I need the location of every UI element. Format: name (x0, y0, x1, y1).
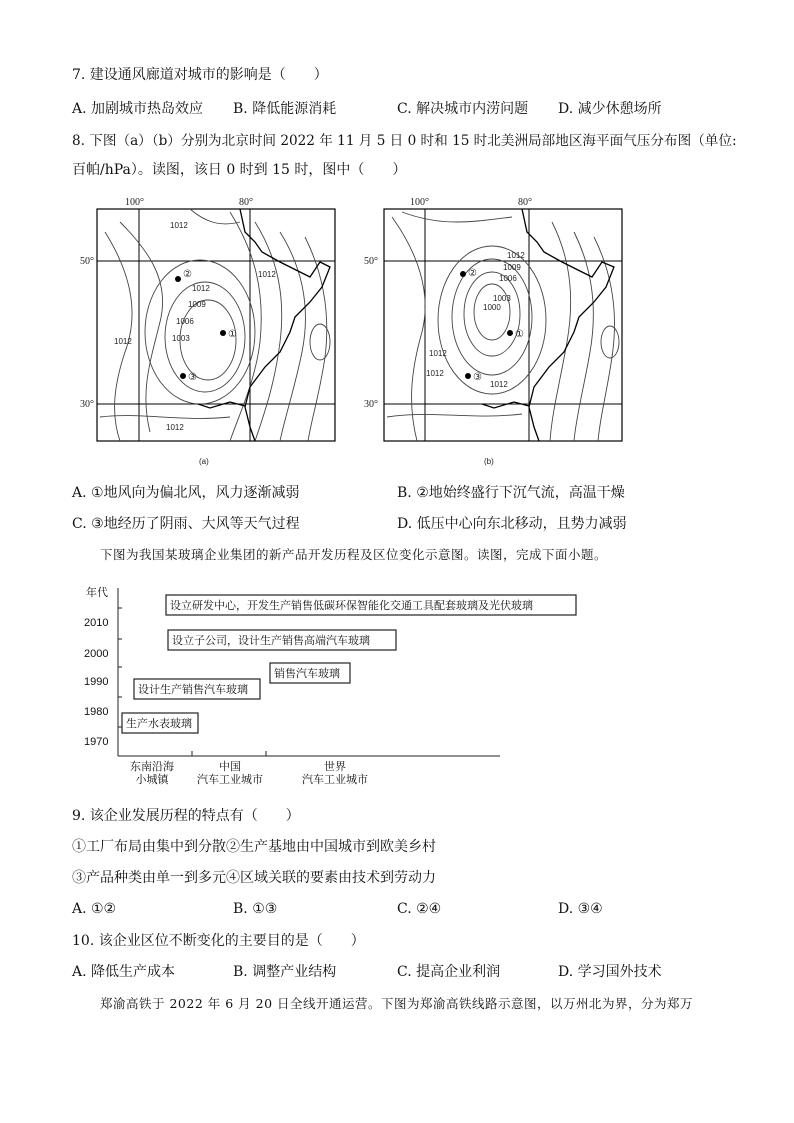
x-category-line1: 东南沿海 (130, 761, 174, 773)
y-tick-label: 1990 (84, 676, 109, 688)
q9-option-d: D. ③④ (558, 901, 603, 917)
map-a-isobar-label-6: 1012 (192, 284, 210, 293)
map-b-lon-label-80: 80° (518, 197, 532, 208)
map-a-point-3-marker (180, 373, 186, 379)
q10-option-d: D. 学习国外技术 (558, 964, 662, 980)
q9-option-a: A. ①② (72, 901, 117, 917)
map-a-caption: (a) (199, 457, 209, 466)
event-label: 设立子公司，设计生产销售高端汽车玻璃 (172, 635, 370, 647)
event-label: 设立研发中心，开发生产销售低碳环保智能化交通工具配套玻璃及光伏玻璃 (170, 600, 533, 612)
x-category-line2: 汽车工业城市 (197, 774, 263, 786)
map-b-point-3-label: ③ (473, 372, 482, 383)
map-b-caption: (b) (484, 457, 494, 466)
map-b-isobar-label-6: 1012 (429, 349, 447, 358)
map-b-isobar-label-1: 1012 (507, 251, 525, 260)
map-a-point-2-label: ② (183, 269, 192, 280)
map-a-isobar-label-3: 1009 (188, 300, 206, 309)
map-a-isobar-label-2: 1012 (258, 270, 276, 279)
map-b-isobar-label-4: 1003 (493, 294, 511, 303)
q9-statement-2: ③产品种类由单一到多元④区域关联的要素由技术到劳动力 (72, 870, 436, 886)
q7-option-c: C. 解决城市内涝问题 (397, 101, 529, 117)
q7-option-d: D. 减少休憩场所 (558, 101, 662, 117)
q8-stem-line2: 百帕/hPa）。读图，该日 0 时到 15 时，图中（ ） (72, 162, 407, 178)
map-b-point-3-marker (465, 373, 471, 379)
map-b-lat-label-50: 50° (364, 256, 378, 267)
map-a-point-2-marker (175, 276, 181, 282)
q7-stem: 7. 建设通风廊道对城市的影响是（ ） (72, 67, 328, 83)
q8-option-a: A. ①地风向为偏北风，风力逐渐减弱 (72, 485, 300, 501)
q10-option-c: C. 提高企业利润 (397, 964, 501, 980)
glass-enterprise-chart (80, 580, 580, 790)
map-a-isobar-label-5: 1003 (172, 334, 190, 343)
map-a-isobar-label-7: 1012 (114, 337, 132, 346)
q9-option-c: C. ②④ (397, 901, 442, 917)
q7-option-a: A. 加剧城市热岛效应 (72, 101, 204, 117)
x-category-line1: 世界 (324, 761, 346, 773)
y-axis-title: 年代 (86, 587, 108, 599)
q9-option-b: B. ①③ (233, 901, 278, 917)
q8-stem-line1: 8. 下图（a）（b）分别为北京时间 2022 年 11 月 5 日 0 时和 15 时北美洲局部地区海平面气压分布图（单位: (72, 133, 737, 149)
q7-option-b: B. 降低能源消耗 (233, 101, 337, 117)
map-a-lon-label-80: 80° (239, 197, 253, 208)
map-a-lat-label-50: 50° (80, 256, 94, 267)
q10-stem: 10. 该企业区位不断变化的主要目的是（ ） (72, 933, 365, 949)
map-a-isobar-label-4: 1006 (176, 317, 194, 326)
y-tick-label: 1970 (84, 736, 109, 748)
q10-option-a: A. 降低生产成本 (72, 964, 176, 980)
map-a-lat-label-30: 30° (80, 399, 94, 410)
map-b-isobar-label-3: 1006 (499, 274, 517, 283)
map-b-point-2-label: ② (468, 268, 477, 279)
pressure-map-a (80, 192, 342, 470)
pressure-map-b (362, 192, 624, 470)
rail-intro-text: 郑渝高铁于 2022 年 6 月 20 日全线开通运营。下图为郑渝高铁线路示意图，以万州北为界，分为郑万 (100, 996, 694, 1011)
map-a-isobar-label-8: 1012 (166, 423, 184, 432)
event-label: 销售汽车玻璃 (274, 668, 340, 680)
x-category-line1: 中国 (219, 761, 241, 773)
map-b-isobar-label-8: 1012 (490, 380, 508, 389)
x-category-line2: 汽车工业城市 (302, 774, 368, 786)
map-b-lon-label-100: 100° (410, 197, 429, 208)
q8-option-d: D. 低压中心向东北移动，且势力减弱 (397, 516, 627, 532)
map-b-point-1-label: ① (515, 329, 524, 340)
glass-intro-text: 下图为我国某玻璃企业集团的新产品开发历程及区位变化示意图。读图，完成下面小题。 (100, 547, 608, 562)
x-category-line2: 小城镇 (135, 774, 169, 786)
map-a-isobar-label-1: 1012 (170, 221, 188, 230)
event-label: 生产水表玻璃 (126, 718, 192, 730)
map-a-point-1-marker (220, 330, 226, 336)
map-b-lat-label-30: 30° (364, 399, 378, 410)
y-tick-label: 2000 (84, 648, 109, 660)
map-b-point-2-marker (460, 271, 466, 277)
event-label: 设计生产销售汽车玻璃 (138, 684, 248, 696)
map-a-point-3-label: ③ (188, 372, 197, 383)
q8-option-b: B. ②地始终盛行下沉气流，高温干燥 (397, 485, 625, 501)
map-b-isobar-label-5: 1000 (483, 303, 501, 312)
map-b-isobar-label-2: 1009 (503, 263, 521, 272)
map-a-point-1-label: ① (228, 329, 237, 340)
y-tick-label: 2010 (84, 617, 109, 629)
map-b-isobar-label-7: 1012 (426, 369, 444, 378)
q8-option-c: C. ③地经历了阴雨、大风等天气过程 (72, 516, 300, 532)
map-a-lon-label-100: 100° (125, 197, 144, 208)
y-tick-label: 1980 (84, 706, 109, 718)
q9-statement-1: ①工厂布局由集中到分散②生产基地由中国城市到欧美乡村 (72, 839, 436, 855)
q9-stem: 9. 该企业发展历程的特点有（ ） (72, 808, 300, 824)
map-b-point-1-marker (507, 330, 513, 336)
q10-option-b: B. 调整产业结构 (233, 964, 337, 980)
